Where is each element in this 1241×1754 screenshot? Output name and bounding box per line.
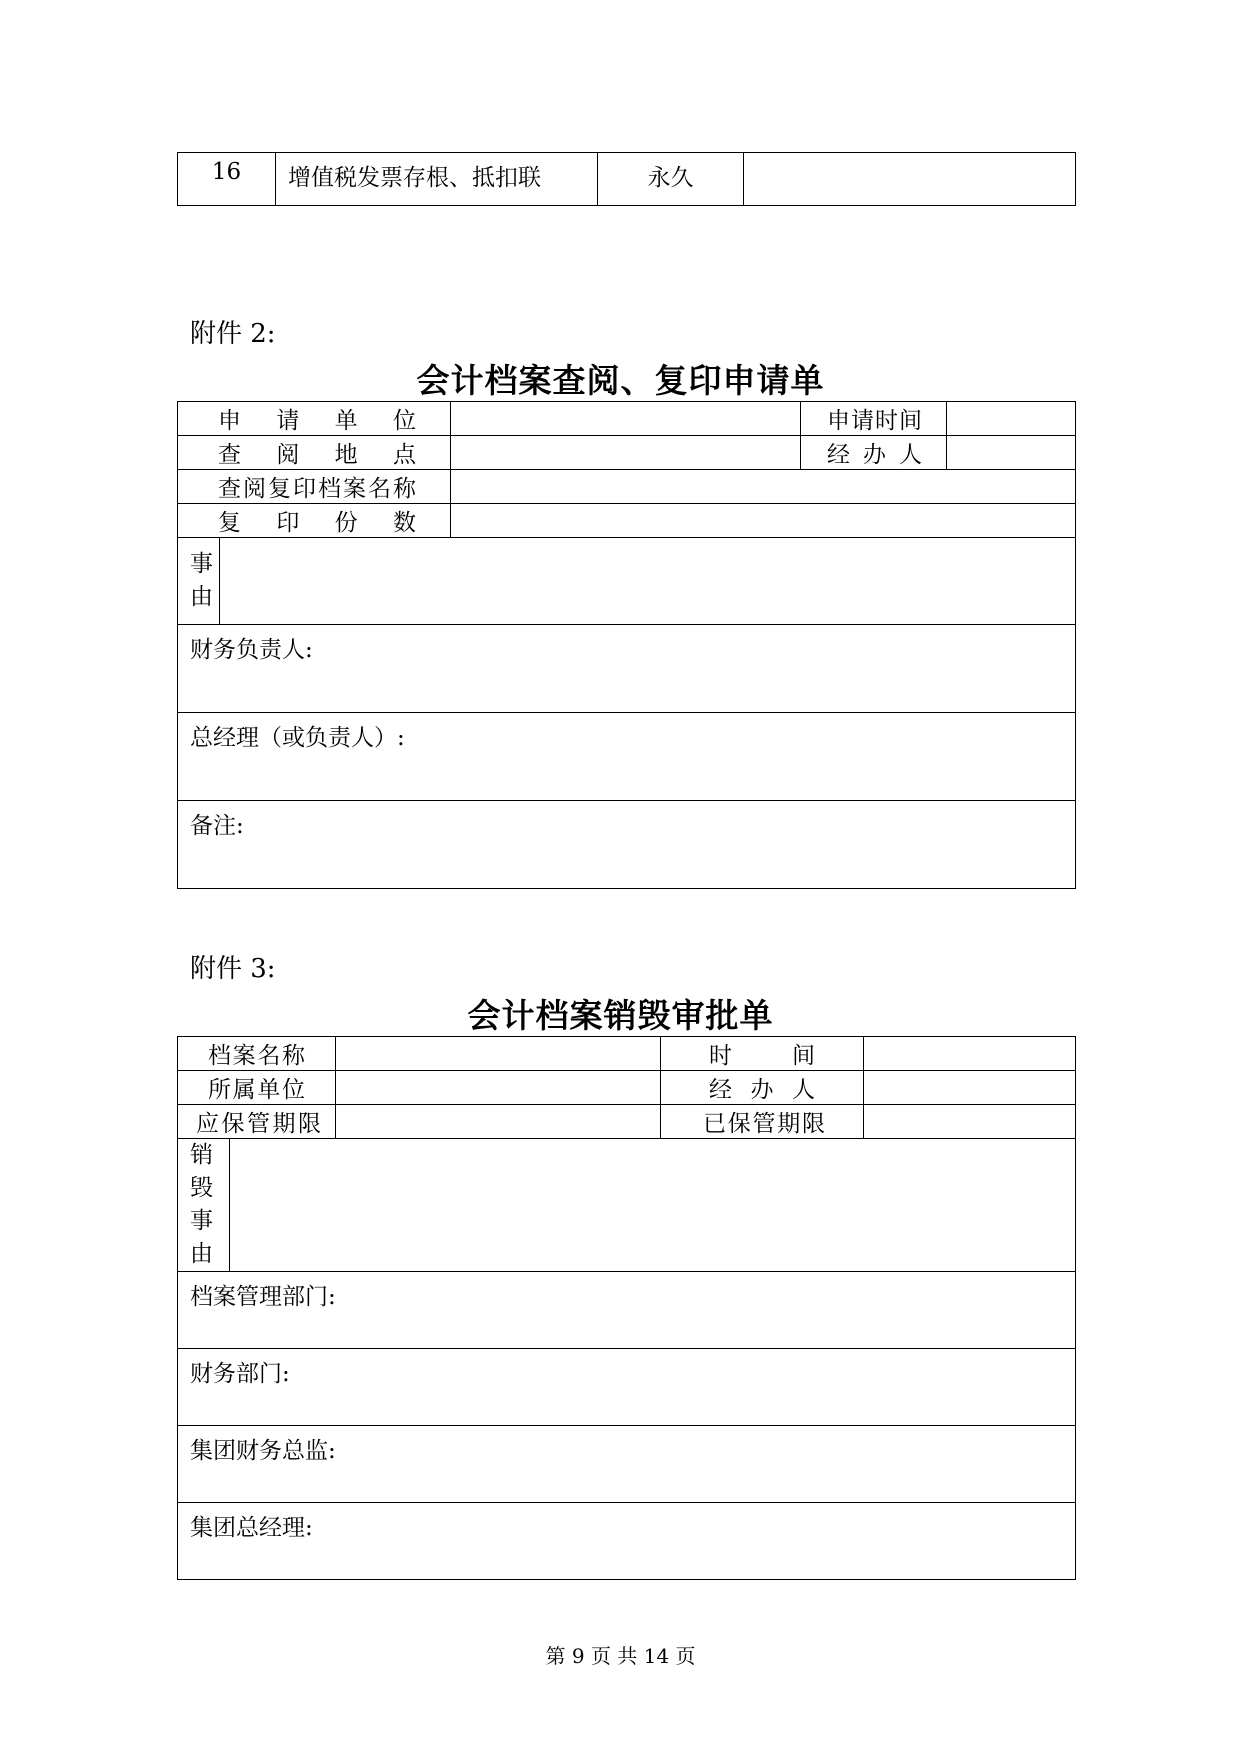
time-field[interactable] (864, 1037, 1076, 1071)
group-gm-field[interactable] (178, 1503, 1076, 1580)
apply-unit-field[interactable] (451, 402, 801, 436)
kept-period-label: 已保管期限 (703, 1111, 825, 1137)
archive-item: 增值税发票存根、抵扣联 (276, 153, 598, 206)
required-period-label: 应保管期限 (196, 1111, 321, 1137)
group-gm-label: 集团总经理: (190, 1515, 313, 1541)
table-row (178, 713, 1076, 801)
table-row (178, 504, 1076, 538)
general-manager-label: 总经理（或负责人）: (190, 725, 405, 751)
handler-field[interactable] (864, 1071, 1076, 1105)
table-row (178, 1105, 1076, 1139)
view-place-field[interactable] (451, 436, 801, 470)
attachment-2-label: 附件 2: (190, 319, 276, 349)
table-row (178, 470, 1076, 504)
table-row (178, 1071, 1076, 1105)
table-row (178, 625, 1076, 713)
reason-field[interactable] (220, 538, 1076, 625)
archive-period-table (177, 152, 1076, 206)
archive-dept-label: 档案管理部门: (190, 1284, 336, 1310)
table-row (178, 538, 1076, 625)
apply-time-label: 申请时间 (827, 408, 922, 434)
retention-period: 永久 (598, 153, 744, 206)
table-row (178, 1139, 1076, 1272)
destruction-reason-field[interactable] (230, 1139, 1076, 1272)
group-cfo-field[interactable] (178, 1426, 1076, 1503)
reason-label: 事 由 (178, 538, 220, 625)
table-row (178, 1426, 1076, 1503)
destruction-reason-label: 销 毁 事 由 (178, 1139, 230, 1272)
table-row (178, 1349, 1076, 1426)
table-row (178, 1272, 1076, 1349)
attachment-3-label: 附件 3: (190, 954, 276, 984)
finance-dept-label: 财务部门: (190, 1361, 290, 1387)
apply-time-field[interactable] (947, 402, 1076, 436)
table-row (178, 153, 1076, 206)
archive-name-label: 档案名称 (208, 1043, 305, 1069)
finance-head-field[interactable] (178, 625, 1076, 713)
table-row (178, 1503, 1076, 1580)
copy-count-field[interactable] (451, 504, 1076, 538)
attachment-3-title: 会计档案销毁审批单 (467, 996, 774, 1035)
time-label: 时间 (709, 1043, 815, 1069)
row-number: 16 (178, 153, 276, 206)
table-row (178, 801, 1076, 889)
table-row (178, 402, 1076, 436)
view-place-label: 查阅地点 (218, 442, 416, 468)
unit-label: 所属单位 (208, 1077, 305, 1103)
required-period-field[interactable] (336, 1105, 661, 1139)
page-number: 第 9 页 共 14 页 (545, 1644, 696, 1668)
finance-dept-field[interactable] (178, 1349, 1076, 1426)
archive-name-field[interactable] (451, 470, 1076, 504)
apply-unit-label: 申请单位 (218, 408, 416, 434)
handler-label: 经办人 (709, 1077, 815, 1103)
kept-period-field[interactable] (864, 1105, 1076, 1139)
review-copy-application-form (177, 401, 1076, 889)
remarks-cell (744, 153, 1076, 206)
copy-count-label: 复印份数 (218, 510, 416, 536)
archive-destruction-approval-form (177, 1036, 1076, 1580)
group-cfo-label: 集团财务总监: (190, 1438, 336, 1464)
archive-dept-field[interactable] (178, 1272, 1076, 1349)
table-row (178, 436, 1076, 470)
handler-label: 经办人 (827, 442, 922, 468)
unit-field[interactable] (336, 1071, 661, 1105)
archive-name-field[interactable] (336, 1037, 661, 1071)
table-row (178, 1037, 1076, 1071)
remarks-label: 备注: (190, 813, 244, 839)
archive-name-label: 查阅复印档案名称 (218, 476, 416, 502)
handler-field[interactable] (947, 436, 1076, 470)
general-manager-field[interactable] (178, 713, 1076, 801)
attachment-2-title: 会计档案查阅、复印申请单 (416, 361, 825, 400)
remarks-field[interactable] (178, 801, 1076, 889)
finance-head-label: 财务负责人: (190, 637, 313, 663)
